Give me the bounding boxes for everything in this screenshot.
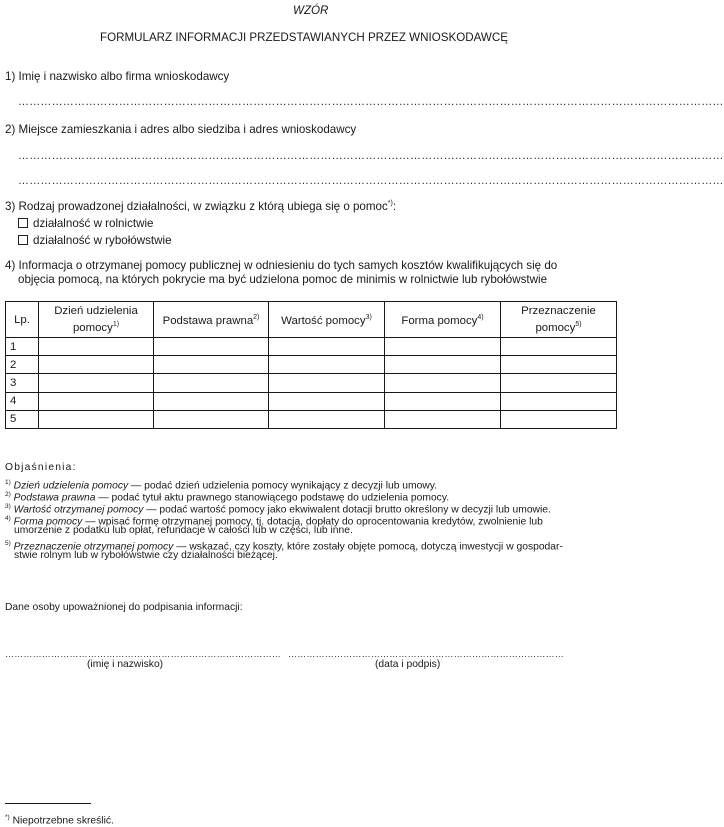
table-cell[interactable] xyxy=(501,338,617,356)
row-number: 4 xyxy=(6,392,39,410)
footnote-separator xyxy=(5,803,91,804)
question-2-label: 2) Miejsce zamieszkania i adres albo siedziba i adres wnioskodawcy xyxy=(5,123,357,136)
table-cell[interactable] xyxy=(39,374,154,392)
footnote-asterisk: *) Niepotrzebne skreślić. xyxy=(5,814,114,827)
col-header-day: Dzień udzielenia pomocy$^{1)}$ xyxy=(39,302,154,338)
table-cell[interactable] xyxy=(385,374,501,392)
table-cell[interactable] xyxy=(154,410,269,428)
row-number: 1 xyxy=(6,338,39,356)
question-2-dotted-line-1[interactable]: ……………………………………………………………………………………………………………………………………………………………………… xyxy=(18,150,724,162)
table-row xyxy=(6,356,617,374)
table-cell[interactable] xyxy=(39,356,154,374)
row-number: 3 xyxy=(6,374,39,392)
table-cell[interactable] xyxy=(385,392,501,410)
row-number: 5 xyxy=(6,410,39,428)
table-cell[interactable] xyxy=(154,374,269,392)
table-cell[interactable] xyxy=(39,392,154,410)
option-fishery[interactable] xyxy=(18,234,172,247)
table-cell[interactable] xyxy=(269,338,385,356)
option-agriculture-label: działalność w rolnictwie xyxy=(33,217,154,230)
footnote-1: $^{1)}$ Dzień udzielenia pomocy — podać dzień udzielenia pomocy wynikający z decyzji lub umowy. xyxy=(5,479,438,492)
table-cell[interactable] xyxy=(269,410,385,428)
table-cell[interactable] xyxy=(39,338,154,356)
question-4-line-1: 4) Informacja o otrzymanej pomocy publicznej w odniesieniu do tych samych kosztów kwalifikujących się do xyxy=(5,259,558,272)
signature-heading: Dane osoby upoważnionej do podpisania informacji: xyxy=(5,602,243,613)
footnote-5-continued: stwie rolnym lub w rybołówstwie czy działalności bieżącej. xyxy=(14,550,278,561)
table-cell[interactable] xyxy=(269,356,385,374)
question-2-dotted-line-2[interactable]: ……………………………………………………………………………………………………………………………………………………………………… xyxy=(18,175,724,187)
table-cell[interactable] xyxy=(501,356,617,374)
table-cell[interactable] xyxy=(154,338,269,356)
table-cell[interactable] xyxy=(501,410,617,428)
table-cell[interactable] xyxy=(501,374,617,392)
question-1-dotted-line[interactable]: ……………………………………………………………………………………………………………………………………………………………………… xyxy=(18,96,724,108)
question-4-line-2: objęcia pomocą, na których pokrycie ma być udzielona pomoc de minimis w rolnictwie lub rybołówstwie xyxy=(18,273,548,286)
signature-date-dotted-line[interactable]: ……………………………………………………………………………… xyxy=(288,649,564,659)
col-header-lp: Lp. xyxy=(6,302,39,338)
date-signature-caption: (data i podpis) xyxy=(375,659,441,670)
col-header-purpose: Przeznaczenie pomocy$^{5)}$ xyxy=(501,302,617,338)
table-cell[interactable] xyxy=(269,374,385,392)
option-agriculture[interactable] xyxy=(18,217,154,230)
footnote-5: $^{5)}$ Przeznaczenie otrzymanej pomocy — wskazać, czy koszty, które zostały objęte pomocą, dotyczą inwestycji w gospodar- xyxy=(5,540,563,553)
footnote-2: $^{2)}$ Podstawa prawna — podać tytuł aktu prawnego stanowiącego podstawę do udzielenia pomocy. xyxy=(5,491,450,504)
aid-table xyxy=(5,301,617,429)
explanations-heading: Objaśnienia: xyxy=(5,462,77,473)
footnote-4: $^{4)}$ Forma pomocy — wpisać formę otrzymanej pomocy, tj. dotacja, dopłaty do oprocentowania kredytów, zwolnienie lub xyxy=(5,515,543,528)
table-row xyxy=(6,338,617,356)
col-header-legal-basis: Podstawa prawna$^{2)}$ xyxy=(154,302,269,338)
row-number: 2 xyxy=(6,356,39,374)
table-cell[interactable] xyxy=(39,410,154,428)
question-3-colon: : xyxy=(392,200,397,213)
question-1-label: 1) Imię i nazwisko albo firma wnioskodawcy xyxy=(5,70,230,83)
table-header-row xyxy=(6,302,617,338)
footnote-3: $^{3)}$ Wartość otrzymanej pomocy — podać wartość pomocy jako ekwiwalent dotacji brutto określony w decyzji lub umowie. xyxy=(5,503,551,516)
table-cell[interactable] xyxy=(385,338,501,356)
col-header-form: Forma pomocy$^{4)}$ xyxy=(385,302,501,338)
form-title: FORMULARZ INFORMACJI PRZEDSTAWIANYCH PRZEZ WNIOSKODAWCĘ xyxy=(100,31,508,44)
signature-name-dotted-line[interactable]: ……………………………………………………………………………… xyxy=(5,649,281,659)
question-3-label xyxy=(5,200,396,213)
table-cell[interactable] xyxy=(269,392,385,410)
table-cell[interactable] xyxy=(154,356,269,374)
wzor-label: WZÓR xyxy=(293,4,329,17)
question-3-sup: *) xyxy=(387,200,393,208)
table-cell[interactable] xyxy=(385,410,501,428)
col-header-value: Wartość pomocy$^{3)}$ xyxy=(269,302,385,338)
table-cell[interactable] xyxy=(385,356,501,374)
table-row xyxy=(6,410,617,428)
table-row xyxy=(6,374,617,392)
checkbox-agriculture[interactable] xyxy=(18,218,28,228)
table-cell[interactable] xyxy=(154,392,269,410)
checkbox-fishery[interactable] xyxy=(18,235,28,245)
option-fishery-label: działalność w rybołówstwie xyxy=(33,234,172,247)
table-cell[interactable] xyxy=(501,392,617,410)
table-row xyxy=(6,392,617,410)
question-3-text: 3) Rodzaj prowadzonej działalności, w związku z którą ubiega się o pomoc xyxy=(5,200,388,213)
name-caption: (imię i nazwisko) xyxy=(87,659,164,670)
footnote-4-continued: umorzenie z podatku lub opłat, refundacje w całości lub w części, lub inne. xyxy=(14,525,353,536)
